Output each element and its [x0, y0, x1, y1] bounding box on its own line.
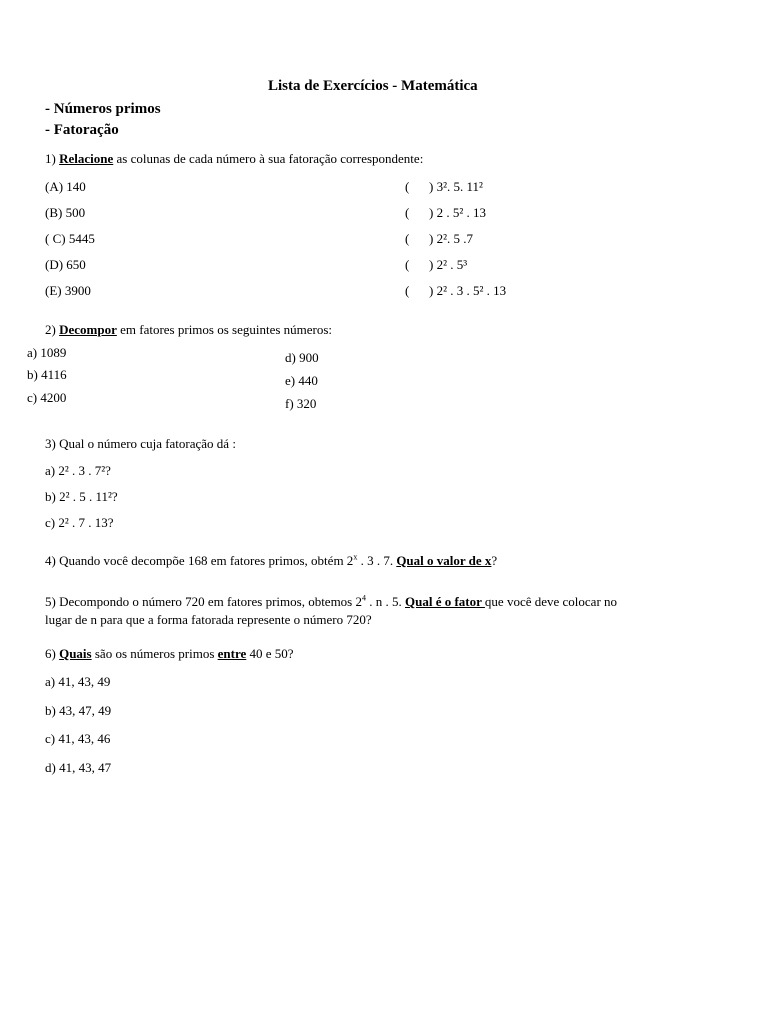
q2-item: f) 320: [285, 396, 317, 411]
emphasis: Quais: [59, 646, 92, 661]
topic-factoring: - Fatoração: [45, 122, 119, 138]
q3-item: c) 2² . 7 . 13?: [45, 515, 114, 530]
q1-answer-paren: (: [405, 231, 410, 246]
topic-primes: - Números primos: [45, 101, 161, 117]
q1-right-item: ) 2² . 3 . 5² . 13: [429, 283, 507, 298]
q2-item: a) 1089: [27, 345, 67, 360]
question-2: [45, 323, 332, 338]
question-3: 3) Qual o número cuja fatoração dá :: [45, 436, 236, 451]
q3-item: a) 2² . 3 . 7²?: [45, 463, 111, 478]
question-1: [45, 152, 423, 167]
question-text: . 3 . 7.: [357, 553, 397, 568]
q2-item: c) 4200: [27, 390, 67, 405]
question-text: 40 e 50?: [246, 646, 294, 661]
q1-right-item: ) 2² . 5³: [429, 257, 468, 272]
question-text: . n . 5.: [366, 594, 405, 609]
question-text: que você deve colocar no: [484, 594, 618, 609]
q1-left-item: ( C) 5445: [45, 231, 95, 246]
q1-left-item: (E) 3900: [45, 283, 91, 298]
q1-answer-paren: (: [405, 205, 410, 220]
q6-option: c) 41, 43, 46: [45, 731, 111, 746]
q1-left-item: (D) 650: [45, 257, 86, 272]
q1-left-item: (A) 140: [45, 179, 86, 194]
q1-right-item: ) 2 . 5² . 13: [429, 205, 486, 220]
q1-answer-paren: (: [405, 179, 410, 194]
exponent: 4: [362, 593, 366, 603]
q3-item: b) 2² . 5 . 11²?: [45, 489, 118, 504]
question-number: 6): [45, 646, 60, 661]
question-text: ?: [491, 553, 498, 568]
q2-item: e) 440: [285, 373, 318, 388]
emphasis: Decompor: [59, 322, 117, 337]
question-5: [45, 595, 617, 610]
q2-item: d) 900: [285, 350, 319, 365]
q2-item: b) 4116: [27, 367, 67, 382]
q1-right-item: ) 2². 5 .7: [429, 231, 473, 246]
page-title: Lista de Exercícios - Matemática: [268, 78, 478, 94]
question-text: 4) Quando você decompõe 168 em fatores primos, obtém 2: [45, 553, 354, 568]
q1-right-item: ) 3². 5. 11²: [429, 179, 483, 194]
q6-option: d) 41, 43, 47: [45, 760, 112, 775]
question-6: [45, 647, 294, 662]
question-4: [45, 554, 497, 569]
q6-option: a) 41, 43, 49: [45, 674, 111, 689]
q6-option: b) 43, 47, 49: [45, 703, 112, 718]
q1-answer-paren: (: [405, 257, 410, 272]
question-text: 5) Decompondo o número 720 em fatores primos, obtemos 2: [45, 594, 362, 609]
question-5-line-2: lugar de n para que a forma fatorada represente o número 720?: [45, 612, 372, 627]
exponent: x: [353, 552, 358, 562]
emphasis: entre: [217, 646, 247, 661]
q1-left-item: (B) 500: [45, 205, 86, 220]
emphasis: Qual o valor de x: [396, 553, 492, 568]
question-text: em fatores primos os seguintes números:: [116, 322, 333, 337]
emphasis: Qual é o fator: [405, 594, 485, 609]
question-number: 1): [45, 151, 60, 166]
emphasis: Relacione: [59, 151, 114, 166]
question-text: as colunas de cada número à sua fatoração correspondente:: [113, 151, 424, 166]
question-number: 2): [45, 322, 60, 337]
question-text: são os números primos: [91, 646, 218, 661]
q1-answer-paren: (: [405, 283, 410, 298]
